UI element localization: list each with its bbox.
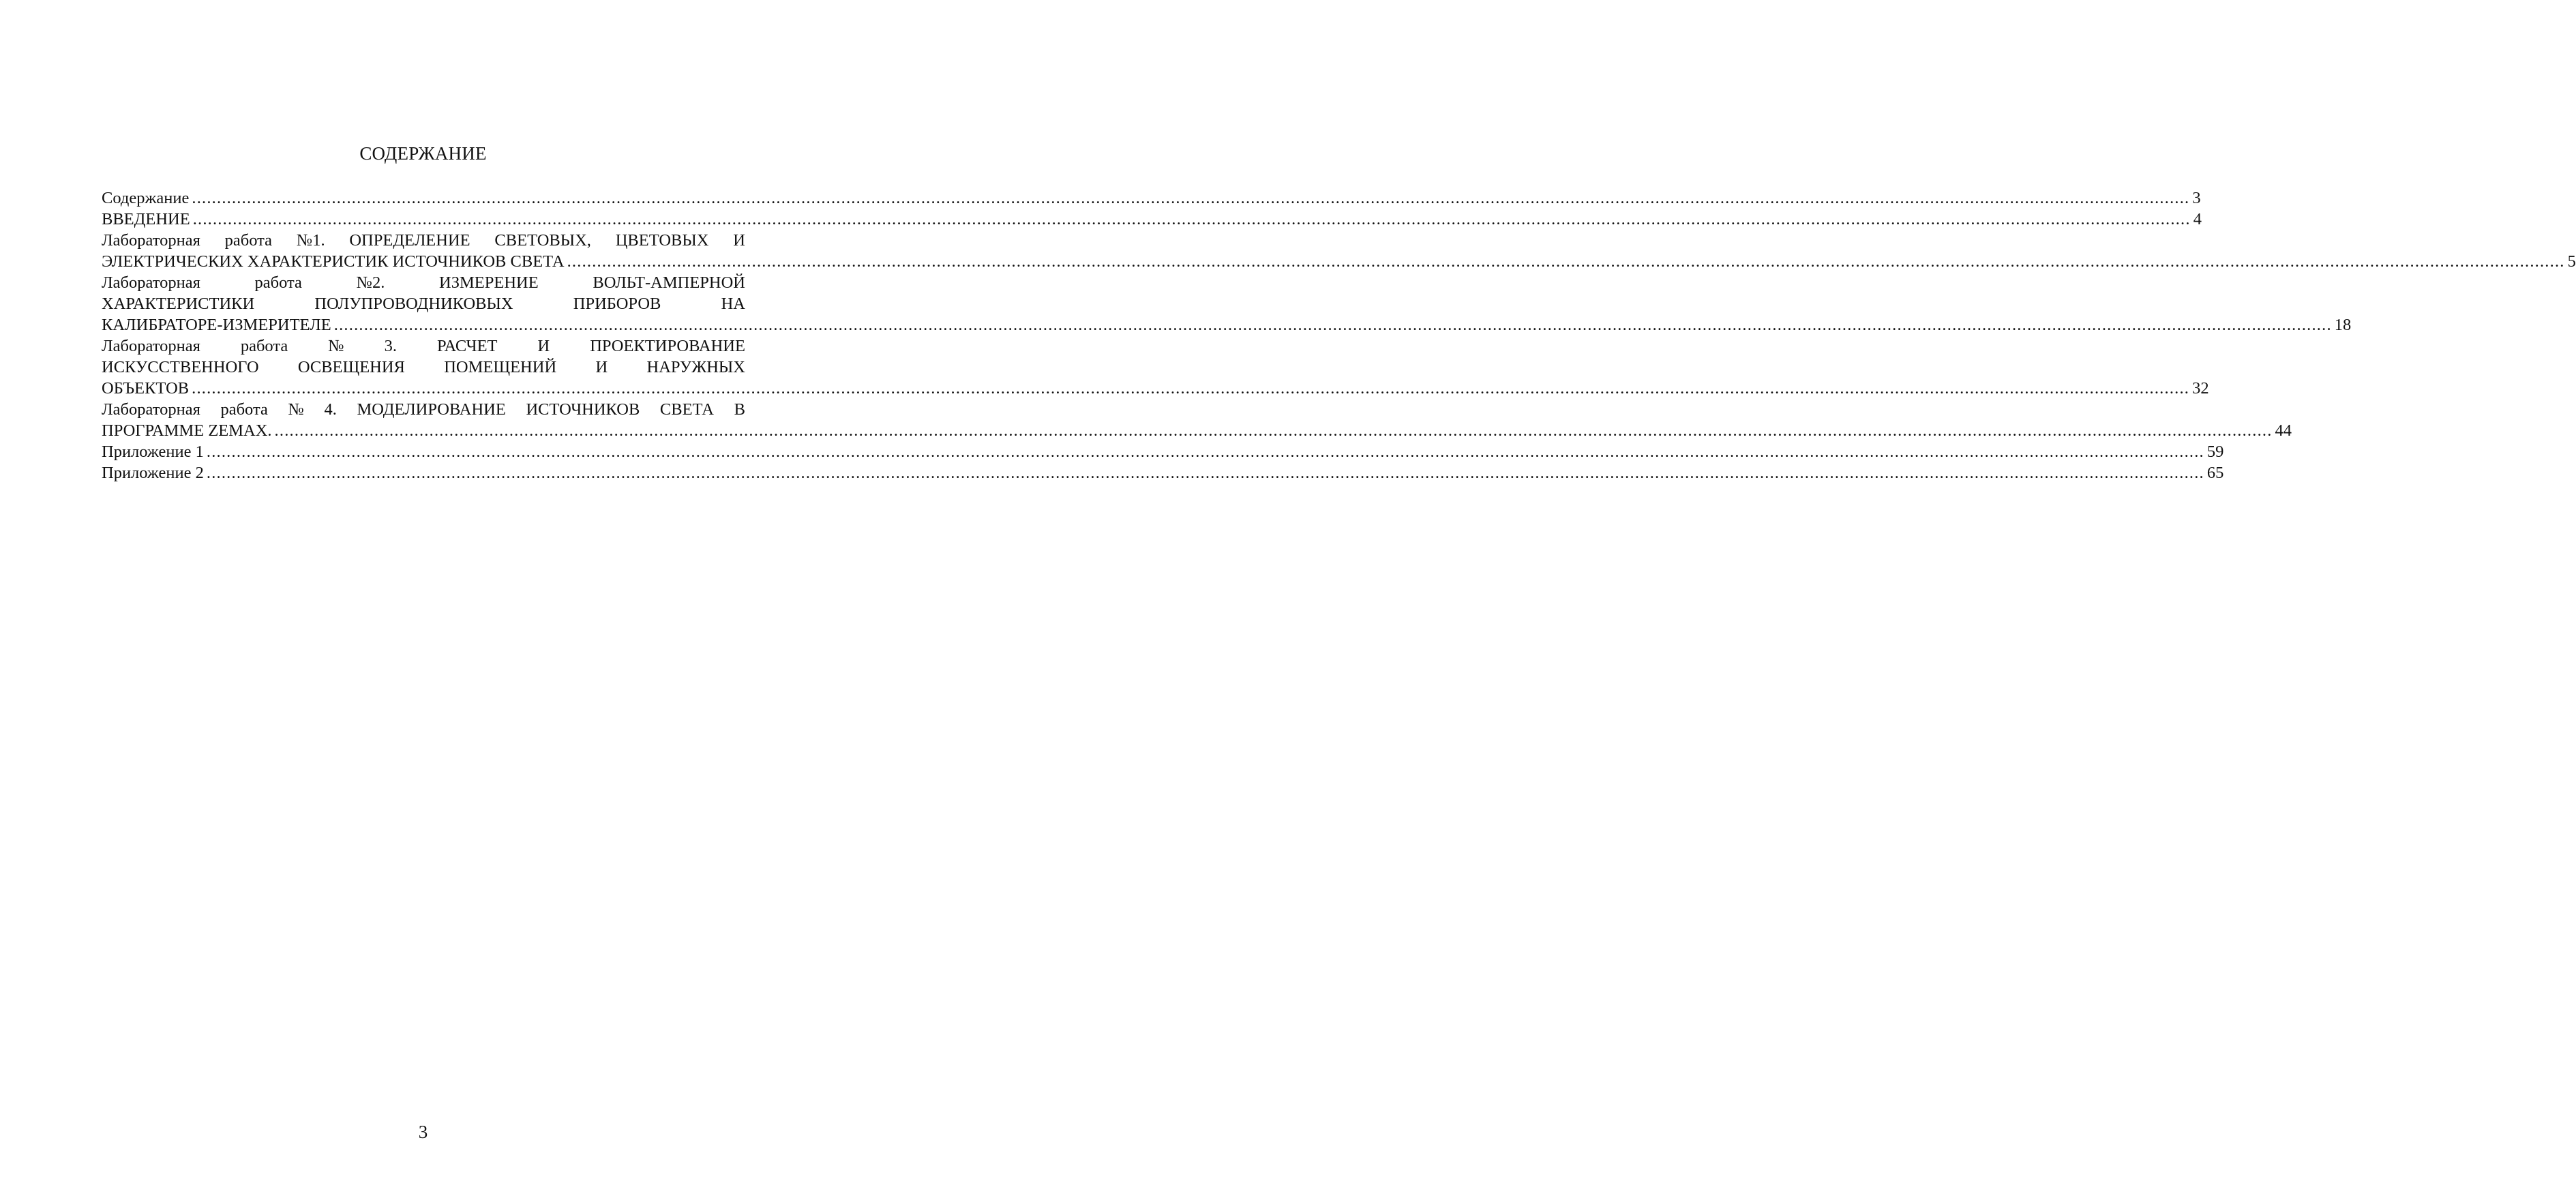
toc-word: работа xyxy=(220,400,268,419)
toc-entry-title: ЭЛЕКТРИЧЕСКИХ ХАРАКТЕРИСТИК ИСТОЧНИКОВ СВЕТА xyxy=(102,252,565,271)
toc-word: №1. xyxy=(296,231,325,250)
toc-entry-last-line xyxy=(102,251,2576,272)
toc-entry-title: ОБЪЕКТОВ xyxy=(102,379,190,398)
toc-entry[interactable] xyxy=(102,441,2224,462)
toc-entry[interactable] xyxy=(102,209,2202,230)
toc-word: №2. xyxy=(356,273,385,292)
toc-word: работа xyxy=(240,337,288,355)
toc-entry-last-line xyxy=(102,209,2202,230)
toc-page-number: 59 xyxy=(2206,443,2224,461)
toc-word: 4. xyxy=(324,400,337,419)
toc-entry-line xyxy=(102,357,745,378)
toc-word: И xyxy=(537,337,550,355)
toc-dot-leader: ................................................................................................................................................................................................................................................................................................................................................................................................................ xyxy=(206,443,2204,461)
toc-entry-line xyxy=(102,335,745,357)
toc-word: 3. xyxy=(384,337,397,355)
toc-dot-leader: ................................................................................................................................................................................................................................................................................................................................................................................................................ xyxy=(567,252,2565,271)
toc-entry-last-line xyxy=(102,188,2201,209)
table-of-contents xyxy=(102,188,2576,483)
toc-word: ПОМЕЩЕНИЙ xyxy=(444,358,557,376)
toc-entry-line xyxy=(102,230,745,251)
toc-word: ПРИБОРОВ xyxy=(573,295,661,313)
toc-entry-title: КАЛИБРАТОРЕ-ИЗМЕРИТЕЛЕ xyxy=(102,316,331,334)
toc-page-number: 18 xyxy=(2334,316,2352,334)
toc-entry[interactable] xyxy=(102,230,2576,272)
toc-word: ПОЛУПРОВОДНИКОВЫХ xyxy=(314,295,513,313)
toc-entry[interactable] xyxy=(102,188,2201,209)
toc-word: ОСВЕЩЕНИЯ xyxy=(297,358,405,376)
toc-page-number: 3 xyxy=(2192,189,2201,207)
toc-word: № xyxy=(328,337,344,355)
toc-dot-leader: ................................................................................................................................................................................................................................................................................................................................................................................................................ xyxy=(192,189,2190,207)
toc-word: Лабораторная xyxy=(102,273,200,292)
toc-word: И xyxy=(595,358,608,376)
toc-entry-last-line xyxy=(102,441,2224,462)
toc-word: НАРУЖНЫХ xyxy=(646,358,745,376)
toc-dot-leader: ................................................................................................................................................................................................................................................................................................................................................................................................................ xyxy=(333,316,2332,334)
toc-entry-line xyxy=(102,272,745,293)
toc-word: И xyxy=(733,231,745,250)
toc-page-number: 5 xyxy=(2567,252,2576,271)
toc-word: ИСТОЧНИКОВ xyxy=(526,400,640,419)
page-title: СОДЕРЖАНИЕ xyxy=(359,143,487,164)
toc-dot-leader: ................................................................................................................................................................................................................................................................................................................................................................................................................ xyxy=(192,379,2190,398)
toc-word: Лабораторная xyxy=(102,400,200,419)
toc-entry-last-line xyxy=(102,420,2292,441)
toc-dot-leader: ................................................................................................................................................................................................................................................................................................................................................................................................................ xyxy=(192,210,2191,228)
toc-page-number: 44 xyxy=(2275,421,2292,440)
toc-word: НА xyxy=(721,295,745,313)
toc-page-number: 65 xyxy=(2206,464,2224,482)
toc-entry[interactable] xyxy=(102,399,2292,441)
toc-word: ВОЛЬТ-АМПЕРНОЙ xyxy=(593,273,745,292)
toc-word: СВЕТОВЫХ, xyxy=(494,231,591,250)
toc-word: ОПРЕДЕЛЕНИЕ xyxy=(349,231,470,250)
toc-word: ЦВЕТОВЫХ xyxy=(615,231,709,250)
toc-word: ПРОЕКТИРОВАНИЕ xyxy=(590,337,745,355)
toc-entry-title: Содержание xyxy=(102,189,190,207)
toc-word: В xyxy=(734,400,745,419)
toc-dot-leader: ................................................................................................................................................................................................................................................................................................................................................................................................................ xyxy=(274,421,2273,440)
toc-word: работа xyxy=(224,231,273,250)
toc-word: Лабораторная xyxy=(102,337,200,355)
toc-dot-leader: ................................................................................................................................................................................................................................................................................................................................................................................................................ xyxy=(206,464,2204,482)
toc-entry-title: Приложение 2 xyxy=(102,464,204,482)
page-number: 3 xyxy=(418,1122,428,1142)
toc-word: МОДЕЛИРОВАНИЕ xyxy=(357,400,506,419)
toc-word: СВЕТА xyxy=(659,400,714,419)
toc-word: ИСКУССТВЕННОГО xyxy=(102,358,259,376)
toc-word: ИЗМЕРЕНИЕ xyxy=(439,273,539,292)
toc-word: № xyxy=(288,400,304,419)
toc-entry-last-line xyxy=(102,314,2352,335)
toc-word: РАСЧЕТ xyxy=(436,337,498,355)
toc-entry[interactable] xyxy=(102,272,2352,335)
toc-page-number: 4 xyxy=(2193,210,2202,228)
toc-entry-line xyxy=(102,399,745,420)
toc-entry-title: Приложение 1 xyxy=(102,443,204,461)
toc-word: Лабораторная xyxy=(102,231,200,250)
toc-word: работа xyxy=(254,273,302,292)
toc-entry-title: ВВЕДЕНИЕ xyxy=(102,210,190,228)
toc-entry-last-line xyxy=(102,462,2224,483)
toc-word: ХАРАКТЕРИСТИКИ xyxy=(102,295,255,313)
toc-entry[interactable] xyxy=(102,335,2209,399)
toc-entry-line xyxy=(102,293,745,314)
toc-page-number: 32 xyxy=(2192,379,2209,398)
toc-entry[interactable] xyxy=(102,462,2224,483)
toc-entry-title: ПРОГРАММЕ ZEMAX. xyxy=(102,421,272,440)
toc-entry-last-line xyxy=(102,378,2209,399)
